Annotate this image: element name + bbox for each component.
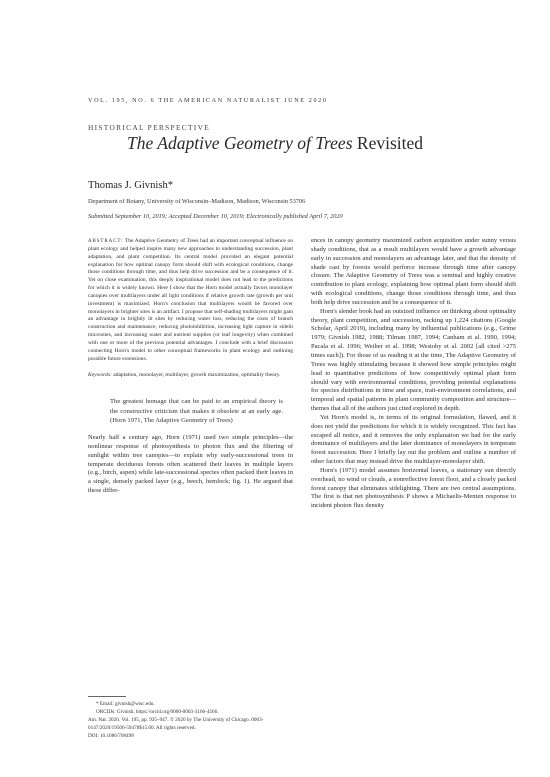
footnote-doi: DOI: 10.1086/708498	[88, 733, 134, 740]
keywords-text: adaptation, monolayer, multilayer, growth maximization, optimality theory.	[111, 371, 281, 378]
right-column	[311, 237, 516, 511]
epigraph-quote: The greatest homage that can be paid to an empirical theory is the constructive criticism that makes it obsolete at an early age. (Horn 1971, The Adaptive Geometry of Trees)	[110, 398, 283, 424]
abstract-label: ABSTRACT:	[88, 239, 124, 244]
left-column	[88, 238, 293, 496]
footnote-orcid: ORCIDs: Givnish, https://orcid.org/0000-0003-3166-4566.	[96, 709, 219, 716]
abstract	[88, 238, 293, 364]
footnote-citation: Am. Nat. 2020. Vol. 195, pp. 935–947. © 2020 by The University of Chicago. 0003-0147/2020/19506-59478$15.00. All rights reserved.	[88, 717, 264, 732]
body-paragraph-left: Nearly half a century ago, Horn (1971) used two simple principles—the nonlinear response of photosynthesis to photon flux and the filtering of sunlight within tree canopies—to explain why early-successional trees in temperate deciduous forests often scattered their leaves in multiple layers (e.g., birch, aspen) while late-successional species often packed their leaves in a single, densely packed layer (e.g., beech, hemlock; fig. 1). He argued that these differ-	[88, 434, 293, 495]
abstract-text: The Adaptive Geometry of Trees had an important conceptual influence on plant ecology and helped inspire many new approaches to understanding succession, plant adaptation, and plant competition. Its central model provided an elegant potential explanation for how optimal canopy form should shift with ecological conditions, change those conditions through time, and thus help drive succession and be a consequence of it. Yet on close examination, this deeply inspirational model does not lead to the predictions for which it is widely known. Here I show that the Horn model actually favors monolayer canopies over multilayers under all light conditions if relative growth rate (growth per unit investment) is maximized. Horn's conclusion that multilayers would be favored over monolayers in brighter sites is an artifact. I propose that self-shading multilayers might gain an advantage in brightly lit sites by reducing water loss, reducing the costs of branch construction and maintenance, reducing photoinhibition, increasing light capture in sidelit microsites, and increasing water and nutrient supplies (or leaf longevity) when combined with one or more of the previous potential advantages. I conclude with a brief discussion connecting Horn's model to other conceptual frameworks in plant ecology and outlining possible future extensions.	[88, 238, 293, 362]
author-name: Thomas J. Givnish*	[88, 180, 174, 191]
affiliation: Department of Botany, University of Wisconsin–Madison, Madison, Wisconsin 53706	[88, 198, 306, 205]
footnotes	[88, 700, 293, 740]
section-label: HISTORICAL PERSPECTIVE	[88, 123, 211, 132]
title-italic: The Adaptive Geometry of Trees	[126, 133, 353, 153]
keywords	[88, 372, 293, 380]
submission-dates: Submitted September 10, 2019; Accepted December 10, 2019; Electronically published April 7, 2020	[88, 213, 343, 220]
footnote-divider	[88, 696, 126, 697]
body-paragraph: Horn's slender book had an outsized influence on thinking about optimality theory, plant competition, and succession, racking up 1,224 citations (Google Scholar, April 2019), including many by influential publications (e.g., Grime 1979; Givnish 1982, 1988; Tilman 1987, 1994; Canham et al. 1990, 1994; Pacala et al. 1996; Weiher et al. 1998; Westoby et al. 2002 [all cited >275 times each]). For those of us reading it at the time, The Adaptive Geometry of Trees was highly stimulating because it showed how simple principles might lead to quantitative predictions of how competitively optimal plant form should vary with environmental conditions, providing potential explanations for species distributions in time and space, trait-environment correlations, and temporal and spatial patterns in plant community composition and structure—themes that all of the authors just cited explored in depth.	[311, 307, 516, 413]
body-paragraph: ences in canopy geometry maximized carbon acquisition under sunny versus shady conditions, that as a result multilayers would have a growth advantage early in succession and monolayers an advantage later, and that the density of shade cast by forests would perforce increase through time after canopy closure. The Adaptive Geometry of Trees was a seminal and highly creative contribution to plant ecology, explaining how optimal plant form should shift with ecological conditions, change those conditions through time, and thus both help drive succession and be a consequence of it.	[311, 237, 516, 306]
keywords-label: Keywords:	[88, 371, 112, 378]
footnote-email: * Email: givnish@wisc.edu.	[96, 701, 155, 707]
running-head: VOL. 195, NO. 6 THE AMERICAN NATURALIST JUNE 2020	[88, 97, 328, 104]
article-title	[0, 133, 550, 154]
title-plain: Revisited	[352, 133, 423, 153]
body-paragraph: Horn's (1971) model assumes horizontal leaves, a stationary sun directly overhead, no wind or clouds, a nonreflective forest floor, and a closely packed forest canopy that eliminates sidelighting. There are two central assumptions. The first is that net photosynthesis P shows a Michaelis-Menten response to incident photon flux density	[311, 466, 516, 510]
body-paragraph: Yet Horn's model is, in terms of its original formulation, flawed, and it does not yield the predictions for which it is widely recognized. This fact has escaped all notice, and it removes the only explanation we had for the early dominance of multilayers and the later dominance of monolayers in temperate forest succession. Here I briefly lay out the problem and outline a number of other factors that may instead drive the multilayer-monolayer shift.	[311, 413, 516, 466]
